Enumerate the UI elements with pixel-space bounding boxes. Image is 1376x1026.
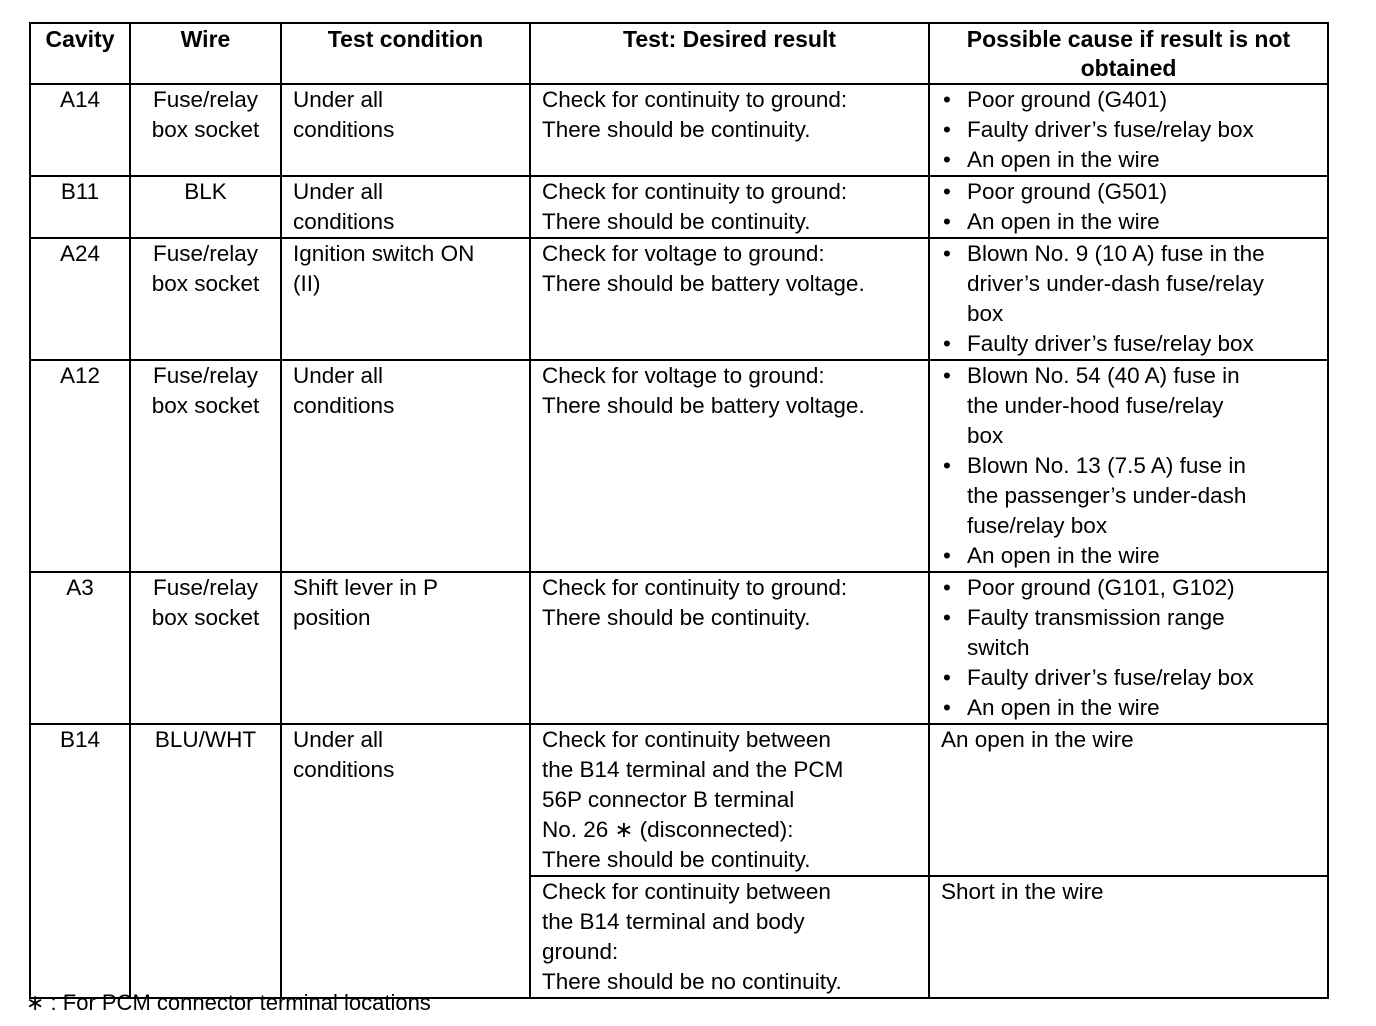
- cavity-cell: A12: [30, 360, 130, 572]
- wire-cell: Fuse/relay box socket: [130, 572, 281, 724]
- cause-item: • Poor ground (G501): [941, 177, 1327, 207]
- cause-list: [941, 239, 1327, 359]
- test-condition-cell: Under all conditions: [281, 724, 530, 998]
- test-condition-cell: Under all conditions: [281, 176, 530, 238]
- wire-cell: BLK: [130, 176, 281, 238]
- wire-cell: Fuse/relay box socket: [130, 238, 281, 360]
- possible-cause-cell: [929, 176, 1328, 238]
- table-header-row: [30, 23, 1328, 84]
- wire-cell: Fuse/relay box socket: [130, 84, 281, 176]
- test-result-cell: Check for continuity between the B14 terminal and the PCM 56P connector B terminal No. 26 ∗ (disconnected): There should be continuity.: [530, 724, 929, 876]
- table-row: [30, 724, 1328, 876]
- cause-item: • Faulty driver’s fuse/relay box: [941, 115, 1327, 145]
- cavity-cell: A24: [30, 238, 130, 360]
- cause-item: • An open in the wire: [941, 541, 1327, 571]
- test-result-cell: Check for continuity to ground: There should be continuity.: [530, 572, 929, 724]
- possible-cause-cell: [929, 360, 1328, 572]
- test-condition-cell: Shift lever in P position: [281, 572, 530, 724]
- test-result-cell: Check for voltage to ground: There should be battery voltage.: [530, 238, 929, 360]
- test-condition-cell: Under all conditions: [281, 84, 530, 176]
- test-result-cell: Check for continuity to ground: There should be continuity.: [530, 176, 929, 238]
- cause-item: • Faulty driver’s fuse/relay box: [941, 329, 1327, 359]
- test-result-cell: Check for voltage to ground: There should be battery voltage.: [530, 360, 929, 572]
- wire-cell: BLU/WHT: [130, 724, 281, 998]
- header-test-condition: Test condition: [281, 23, 530, 84]
- cause-list: [941, 573, 1327, 723]
- table-row: [30, 572, 1328, 724]
- cause-item: • Faulty transmission range switch: [941, 603, 1327, 663]
- header-wire: Wire: [130, 23, 281, 84]
- cause-item: • Blown No. 54 (40 A) fuse in the under-hood fuse/relay box: [941, 361, 1327, 451]
- cause-list: [941, 85, 1327, 175]
- possible-cause-cell: [929, 84, 1328, 176]
- cavity-cell: B14: [30, 724, 130, 998]
- cause-list: [941, 361, 1327, 571]
- header-test-desired-result: Test: Desired result: [530, 23, 929, 84]
- possible-cause-cell: [929, 572, 1328, 724]
- test-result-cell: Check for continuity between the B14 terminal and body ground: There should be no continuity.: [530, 876, 929, 998]
- diagnostic-table: [29, 22, 1329, 999]
- test-result-cell: Check for continuity to ground: There should be continuity.: [530, 84, 929, 176]
- table-row: [30, 84, 1328, 176]
- header-cavity: Cavity: [30, 23, 130, 84]
- header-possible-cause: Possible cause if result is not obtained: [929, 23, 1328, 84]
- cause-item: • An open in the wire: [941, 207, 1327, 237]
- table-row: [30, 238, 1328, 360]
- possible-cause-cell: [929, 238, 1328, 360]
- wire-cell: Fuse/relay box socket: [130, 360, 281, 572]
- table-row: [30, 176, 1328, 238]
- cause-item: • Poor ground (G101, G102): [941, 573, 1327, 603]
- cavity-cell: A14: [30, 84, 130, 176]
- footnote: ∗ : For PCM connector terminal locations: [26, 990, 431, 1015]
- cause-list: [941, 177, 1327, 237]
- possible-cause-cell: An open in the wire: [929, 724, 1328, 876]
- cavity-cell: B11: [30, 176, 130, 238]
- cause-item: • Blown No. 9 (10 A) fuse in the driver’s under-dash fuse/relay box: [941, 239, 1327, 329]
- cause-item: • An open in the wire: [941, 145, 1327, 175]
- test-condition-cell: Ignition switch ON (II): [281, 238, 530, 360]
- cause-item: • Blown No. 13 (7.5 A) fuse in the passenger’s under-dash fuse/relay box: [941, 451, 1327, 541]
- cause-item: • Poor ground (G401): [941, 85, 1327, 115]
- test-condition-cell: Under all conditions: [281, 360, 530, 572]
- possible-cause-cell: Short in the wire: [929, 876, 1328, 998]
- cause-item: • An open in the wire: [941, 693, 1327, 723]
- table-row: [30, 360, 1328, 572]
- cavity-cell: A3: [30, 572, 130, 724]
- cause-item: • Faulty driver’s fuse/relay box: [941, 663, 1327, 693]
